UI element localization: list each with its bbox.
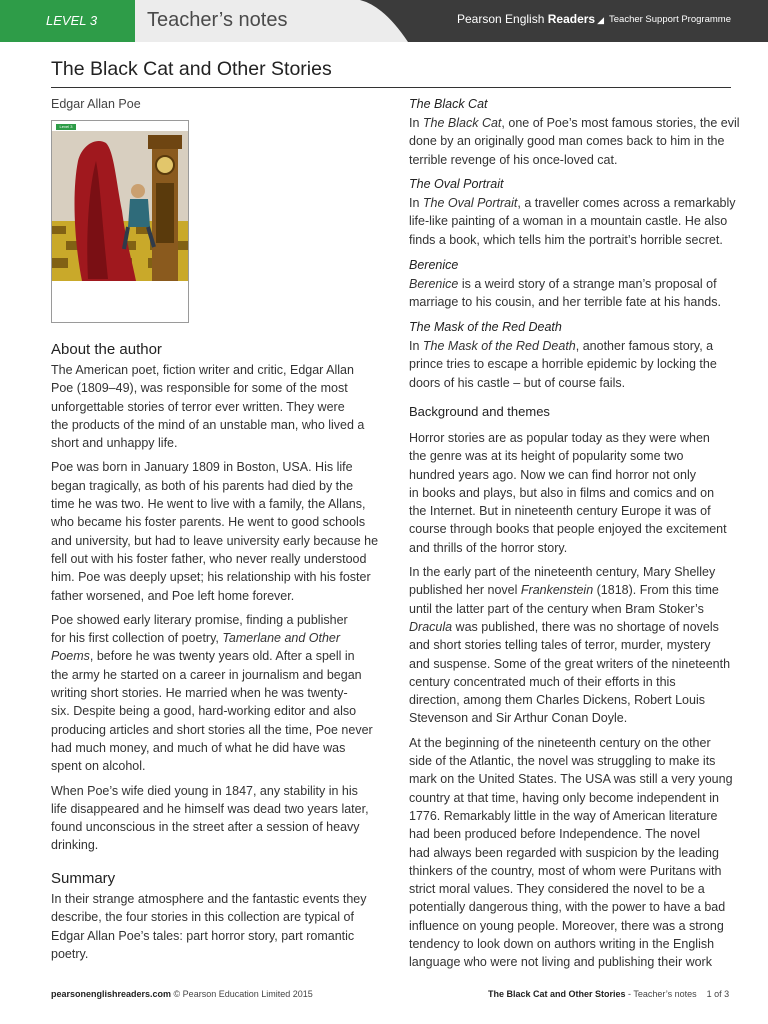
story-black-cat-text: In The Black Cat, one of Poe’s most famous stories, the evil done by an originally good man comes back to him in the terrible revenge of his once-loved cat.: [409, 116, 740, 167]
support-programme-label: Teacher Support Programme: [609, 14, 731, 25]
background-paragraph-2: In the early part of the nineteenth century, Mary Shelley published her novel Frankenstein (1818). From this time until the latter part of the century when Bram Stoker’s Dracula was published, there was no shortage of novels and short stories telling tales of terror, murder, mystery and suspense. Some of the great writers of the nineteenth century concentrated much of their efforts in this direction, among them Charles Dickens, Robert Louis Stevenson and Sir Arthur Conan Doyle.: [409, 565, 731, 726]
footer-right: [488, 989, 729, 999]
page-title: The Black Cat and Other Stories: [51, 58, 332, 80]
author-name: Edgar Allan Poe: [51, 97, 141, 111]
story-heading-berenice: Berenice: [409, 258, 459, 272]
story-mask-red-death-text: In The Mask of the Red Death, another famous story, a prince tries to escape a horrible epidemic by locking the doors of his castle – but of course fails.: [409, 339, 717, 390]
footer-left: [51, 989, 313, 999]
book-cover-image: [51, 120, 189, 323]
summary-body: [51, 890, 391, 963]
title-divider: [51, 87, 731, 88]
level-label: LEVEL 3: [46, 13, 98, 28]
story-heading-mask-red-death: The Mask of the Red Death: [409, 320, 562, 334]
footer-page-number: 1 of 3: [706, 989, 730, 999]
about-paragraph-1: The American poet, fiction writer and critic, Edgar Allan Poe (1809–49), was responsible for some of the most unforgettable stories of terror ever written. They were the products of the mind of an unstable man, who lived a short and unhappy life.: [51, 363, 365, 451]
background-body: [409, 429, 749, 972]
footer-copyright: © Pearson Education Limited 2015: [171, 989, 313, 999]
about-author-heading: About the author: [51, 341, 162, 358]
about-paragraph-3: Poe showed early literary promise, finding a publisher for his first collection of poetry, Tamerlane and Other Poems, before he was twenty years old. After a spell in the army he started on a career in journalism and began writing short stories. He married when he was twenty- six. Despite being a good, hard-working editor and also producing articles and short stories all the time, Poe never had much money, and much of what he did have was spent on alcohol.: [51, 612, 373, 774]
background-paragraph-1: Horror stories are as popular today as they were when the genre was at its height of popularity some two hundred years ago. Now we can find horror not only in books and plays, but also in films and comics and on the Internet. But in nineteenth century Europe it was of course through books that people enjoyed the excitement and thrills of the horror story.: [409, 431, 727, 555]
background-heading: Background and themes: [409, 404, 550, 419]
cover-level-badge: Level 3: [56, 124, 76, 130]
about-paragraph-2: Poe was born in January 1809 in Boston, USA. His life began tragically, as both of his parents had died by the time he was two. He went to live with a family, the Allans, who became his foster parents. He went to good schools and university, but had to leave university early because he fell out with his foster father, who never really understood him. Poe was deeply upset; his relationship with his foster father worsened, and Poe left home forever.: [51, 460, 379, 603]
summary-paragraph: In their strange atmosphere and the fantastic events they describe, the four stories in this collection are typical of Edgar Allan Poe’s tales: part horror story, part romantic poetry.: [51, 892, 367, 961]
footer-notes: - Teacher’s notes: [625, 989, 697, 999]
footer-site-link[interactable]: pearsonenglishreaders.com: [51, 989, 172, 999]
story-heading-oval-portrait: The Oval Portrait: [409, 177, 504, 191]
story-heading-black-cat: The Black Cat: [409, 97, 488, 111]
teachers-notes-label: Teacher’s notes: [147, 9, 288, 31]
story-berenice-text: Berenice is a weird story of a strange man’s proposal of marriage to his cousin, and her terrible fate at his hands.: [409, 277, 721, 310]
about-author-body: [51, 361, 391, 855]
level-badge: [0, 0, 135, 42]
cover-artwork: [52, 131, 188, 281]
footer-doc-title: The Black Cat and Other Stories: [488, 989, 626, 999]
summary-heading: Summary: [51, 870, 116, 887]
story-oval-portrait-text: In The Oval Portrait, a traveller comes across a remarkably life-like painting of a woman in a mountain castle. He also finds a book, which tells him the portrait’s horrible secret.: [409, 196, 736, 247]
brand-logo: Pearson English Readers ◢: [457, 12, 605, 26]
brand-pen-icon: ◢: [597, 15, 605, 25]
about-paragraph-4: When Poe’s wife died young in 1847, any stability in his life disappeared and he himself was dead two years later, found unconscious in the street after a session of heavy drinking.: [51, 783, 369, 853]
background-paragraph-3: At the beginning of the nineteenth century on the other side of the Atlantic, the novel was struggling to make its mark on the United States. The USA was still a very young country at that time, having only become independent in 1776. Remarkably little in the way of American literature had been produced before Independence. The novel had always been regarded with suspicion by the leading thinkers of the country, most of whom were Puritans with strict moral values. They considered the novel to be a potentially dangerous thing, with the power to have a bad influence on young people. Moreover, there was a strong tendency to look down on authors writing in the English language who were not living and publishing their work: [409, 735, 733, 970]
